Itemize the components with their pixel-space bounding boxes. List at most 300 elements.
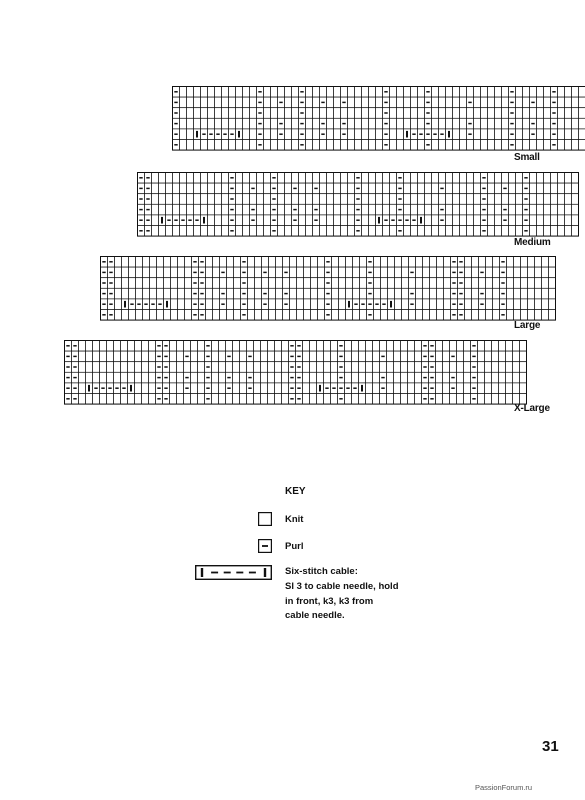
stitch-cell (507, 267, 514, 278)
stitch-cell (415, 351, 422, 362)
stitch-cell (401, 341, 408, 352)
stitch-cell (516, 226, 523, 237)
stitch-cell (206, 278, 213, 289)
stitch-cell (212, 383, 219, 394)
stitch-cell (318, 257, 325, 268)
stitch-cell (565, 118, 572, 129)
stitch-cell (408, 394, 415, 405)
stitch-cell (149, 394, 156, 405)
stitch-cell (558, 129, 565, 140)
cable-description (285, 580, 425, 624)
stitch-cell (285, 173, 292, 184)
chart-small (172, 86, 585, 151)
stitch-cell (233, 351, 240, 362)
stitch-cell (346, 267, 353, 278)
stitch-cell (516, 87, 523, 98)
stitch-cell (339, 310, 346, 321)
stitch-cell (415, 341, 422, 352)
stitch-cell (285, 204, 292, 215)
stitch-cell (409, 278, 416, 289)
stitch-cell (248, 310, 255, 321)
stitch-cell (310, 372, 317, 383)
stitch-cell (128, 372, 135, 383)
stitch-cell (362, 118, 369, 129)
stitch-cell (173, 226, 180, 237)
stitch-cell (306, 129, 313, 140)
stitch-cell (499, 383, 506, 394)
stitch-cell (233, 394, 240, 405)
stitch-cell (453, 194, 460, 205)
stitch-cell (388, 288, 395, 299)
stitch-cell (149, 383, 156, 394)
stitch-cell (486, 288, 493, 299)
stitch-cell (513, 372, 520, 383)
stitch-cell (166, 173, 173, 184)
stitch-cell (432, 215, 439, 226)
stitch-cell (234, 310, 241, 321)
stitch-cell (397, 129, 404, 140)
stitch-cell (376, 97, 383, 108)
stitch-cell (444, 278, 451, 289)
stitch-cell (565, 226, 572, 237)
stitch-cell (436, 394, 443, 405)
stitch-cell (544, 183, 551, 194)
stitch-cell (261, 341, 268, 352)
stitch-cell (143, 278, 150, 289)
stitch-cell (485, 372, 492, 383)
stitch-cell (220, 278, 227, 289)
stitch-cell (388, 257, 395, 268)
stitch-cell (86, 372, 93, 383)
stitch-cell (359, 394, 366, 405)
stitch-cell (290, 257, 297, 268)
stitch-cell (331, 372, 338, 383)
stitch-cell (264, 173, 271, 184)
stitch-cell (212, 372, 219, 383)
stitch-cell (306, 108, 313, 119)
stitch-cell (450, 362, 457, 373)
stitch-cell (269, 310, 276, 321)
stitch-cell (513, 351, 520, 362)
stitch-cell (327, 194, 334, 205)
stitch-cell (114, 362, 121, 373)
stitch-cell (243, 118, 250, 129)
stitch-cell (150, 310, 157, 321)
stitch-cell (222, 140, 229, 151)
stitch-cell (401, 383, 408, 394)
stitch-cell (243, 183, 250, 194)
stitch-cell (369, 226, 376, 237)
stitch-cell (236, 97, 243, 108)
stitch-cell (334, 183, 341, 194)
stitch-cell (353, 267, 360, 278)
stitch-cell (486, 257, 493, 268)
stitch-cell (478, 341, 485, 352)
stitch-cell (320, 183, 327, 194)
stitch-cell (250, 97, 257, 108)
stitch-cell (362, 215, 369, 226)
stitch-cell (283, 310, 290, 321)
stitch-cell (514, 288, 521, 299)
stitch-cell (297, 267, 304, 278)
stitch-cell (572, 87, 579, 98)
stitch-cell (310, 362, 317, 373)
stitch-cell (474, 173, 481, 184)
stitch-cell (376, 173, 383, 184)
stitch-cell (150, 267, 157, 278)
stitch-cell (376, 108, 383, 119)
stitch-cell (114, 372, 121, 383)
stitch-cell (579, 97, 585, 108)
stitch-cell (234, 267, 241, 278)
stitch-cell (208, 118, 215, 129)
stitch-cell (383, 204, 390, 215)
stitch-cell (264, 204, 271, 215)
stitch-cell (514, 310, 521, 321)
stitch-cell (285, 97, 292, 108)
stitch-cell (443, 383, 450, 394)
stitch-cell (234, 257, 241, 268)
stitch-cell (341, 173, 348, 184)
stitch-cell (488, 140, 495, 151)
stitch-cell (341, 140, 348, 151)
stitch-cell (446, 226, 453, 237)
stitch-cell (478, 383, 485, 394)
stitch-cell (341, 204, 348, 215)
stitch-cell (194, 108, 201, 119)
stitch-cell (255, 257, 262, 268)
stitch-cell (346, 288, 353, 299)
stitch-cell (264, 183, 271, 194)
stitch-cell (495, 97, 502, 108)
stitch-cell (313, 226, 320, 237)
stitch-cell (222, 97, 229, 108)
stitch-cell (416, 257, 423, 268)
stitch-cell (374, 288, 381, 299)
stitch-cell (537, 140, 544, 151)
stitch-cell (341, 215, 348, 226)
stitch-cell (528, 257, 535, 268)
stitch-cell (215, 140, 222, 151)
stitch-cell (219, 341, 226, 352)
stitch-cell (439, 97, 446, 108)
stitch-cell (339, 257, 346, 268)
stitch-cell (558, 118, 565, 129)
stitch-cell (535, 310, 542, 321)
stitch-cell (313, 87, 320, 98)
stitch-cell (537, 129, 544, 140)
stitch-cell (411, 204, 418, 215)
stitch-cell (297, 310, 304, 321)
stitch-cell (502, 129, 509, 140)
stitch-cell (348, 108, 355, 119)
stitch-cell (306, 204, 313, 215)
stitch-cell (304, 310, 311, 321)
stitch-cell (395, 267, 402, 278)
stitch-cell (481, 140, 488, 151)
stitch-cell (381, 267, 388, 278)
stitch-cell (352, 351, 359, 362)
stitch-cell (248, 288, 255, 299)
stitch-cell (348, 215, 355, 226)
stitch-cell (215, 118, 222, 129)
stitch-cell (537, 118, 544, 129)
stitch-cell (276, 310, 283, 321)
stitch-cell (551, 173, 558, 184)
stitch-cell (460, 97, 467, 108)
stitch-cell (180, 194, 187, 205)
stitch-cell (415, 362, 422, 373)
stitch-cell (535, 288, 542, 299)
stitch-cell (276, 288, 283, 299)
stitch-cell (213, 299, 220, 310)
stitch-cell (572, 97, 579, 108)
stitch-cell (115, 257, 122, 268)
stitch-cell (360, 257, 367, 268)
stitch-cell (453, 118, 460, 129)
stitch-cell (415, 394, 422, 405)
stitch-cell (425, 204, 432, 215)
stitch-cell (495, 118, 502, 129)
stitch-cell (528, 288, 535, 299)
stitch-cell (262, 257, 269, 268)
stitch-cell (306, 173, 313, 184)
stitch-cell (320, 87, 327, 98)
stitch-cell (233, 362, 240, 373)
stitch-cell (164, 288, 171, 299)
stitch-cell (233, 341, 240, 352)
stitch-cell (299, 226, 306, 237)
stitch-cell (152, 173, 159, 184)
stitch-cell (285, 226, 292, 237)
stitch-cell (485, 341, 492, 352)
stitch-cell (262, 310, 269, 321)
stitch-cell (535, 299, 542, 310)
stitch-cell (334, 87, 341, 98)
stitch-cell (430, 310, 437, 321)
stitch-cell (572, 204, 579, 215)
stitch-cell (460, 140, 467, 151)
stitch-cell (492, 362, 499, 373)
stitch-cell (373, 372, 380, 383)
stitch-cell (446, 173, 453, 184)
stitch-cell (334, 97, 341, 108)
stitch-cell (257, 173, 264, 184)
stitch-cell (285, 129, 292, 140)
stitch-cell (341, 226, 348, 237)
stitch-cell (425, 194, 432, 205)
stitch-cell (394, 351, 401, 362)
stitch-cell (236, 204, 243, 215)
stitch-cell (423, 310, 430, 321)
stitch-cell (278, 183, 285, 194)
stitch-cell (549, 257, 556, 268)
stitch-cell (311, 310, 318, 321)
stitch-cell (478, 351, 485, 362)
stitch-cell (150, 278, 157, 289)
stitch-cell (544, 226, 551, 237)
stitch-cell (436, 372, 443, 383)
stitch-cell (212, 351, 219, 362)
stitch-cell (180, 204, 187, 215)
stitch-cell (185, 310, 192, 321)
stitch-cell (464, 383, 471, 394)
stitch-cell (558, 194, 565, 205)
stitch-cell (460, 215, 467, 226)
stitch-cell (359, 341, 366, 352)
stitch-cell (79, 341, 86, 352)
stitch-cell (492, 341, 499, 352)
stitch-cell (514, 278, 521, 289)
stitch-cell (565, 97, 572, 108)
stitch-cell (292, 226, 299, 237)
chart-x-large (64, 340, 527, 405)
stitch-cell (444, 299, 451, 310)
stitch-cell (443, 341, 450, 352)
stitch-cell (142, 394, 149, 405)
stitch-cell (418, 97, 425, 108)
stitch-cell (402, 299, 409, 310)
stitch-cell (355, 129, 362, 140)
stitch-cell (558, 215, 565, 226)
stitch-cell (418, 87, 425, 98)
stitch-cell (506, 394, 513, 405)
stitch-cell (432, 194, 439, 205)
stitch-cell (390, 129, 397, 140)
stitch-cell (495, 204, 502, 215)
stitch-cell (173, 194, 180, 205)
stitch-cell (366, 341, 373, 352)
stitch-cell (213, 278, 220, 289)
stitch-cell (313, 97, 320, 108)
stitch-cell (278, 226, 285, 237)
stitch-cell (136, 288, 143, 299)
stitch-cell (313, 140, 320, 151)
stitch-cell (572, 129, 579, 140)
stitch-cell (485, 383, 492, 394)
stitch-cell (143, 267, 150, 278)
stitch-cell (177, 372, 184, 383)
stitch-cell (436, 362, 443, 373)
stitch-cell (390, 87, 397, 98)
stitch-cell (485, 362, 492, 373)
stitch-cell (436, 383, 443, 394)
stitch-cell (544, 194, 551, 205)
stitch-cell (369, 129, 376, 140)
stitch-cell (159, 204, 166, 215)
stitch-cell (523, 97, 530, 108)
stitch-cell (310, 351, 317, 362)
stitch-cell (369, 204, 376, 215)
stitch-cell (507, 310, 514, 321)
stitch-cell (227, 310, 234, 321)
stitch-cell (409, 310, 416, 321)
stitch-cell (164, 310, 171, 321)
stitch-cell (171, 299, 178, 310)
stitch-cell (290, 299, 297, 310)
stitch-cell (486, 310, 493, 321)
stitch-cell (285, 215, 292, 226)
stitch-cell (486, 299, 493, 310)
stitch-cell (171, 257, 178, 268)
stitch-cell (394, 383, 401, 394)
stitch-cell (201, 194, 208, 205)
stitch-cell (142, 383, 149, 394)
stitch-cell (516, 118, 523, 129)
stitch-cell (352, 362, 359, 373)
stitch-cell (247, 341, 254, 352)
stitch-cell (499, 362, 506, 373)
stitch-cell (513, 362, 520, 373)
stitch-cell (269, 299, 276, 310)
stitch-cell (226, 394, 233, 405)
stitch-cell (397, 97, 404, 108)
stitch-cell (128, 394, 135, 405)
stitch-cell (453, 173, 460, 184)
stitch-cell (481, 129, 488, 140)
stitch-cell (282, 362, 289, 373)
stitch-cell (173, 183, 180, 194)
stitch-cell (401, 362, 408, 373)
stitch-cell (387, 351, 394, 362)
stitch-cell (348, 226, 355, 237)
stitch-cell (324, 362, 331, 373)
stitch-cell (467, 87, 474, 98)
stitch-cell (390, 226, 397, 237)
stitch-cell (457, 362, 464, 373)
stitch-cell (79, 372, 86, 383)
stitch-cell (177, 394, 184, 405)
stitch-cell (443, 362, 450, 373)
stitch-cell (262, 278, 269, 289)
stitch-cell (185, 267, 192, 278)
stitch-cell (453, 97, 460, 108)
stitch-cell (135, 362, 142, 373)
stitch-cell (297, 278, 304, 289)
stitch-cell (572, 118, 579, 129)
stitch-cell (446, 87, 453, 98)
stitch-cell (271, 129, 278, 140)
stitch-cell (516, 129, 523, 140)
stitch-cell (345, 362, 352, 373)
stitch-cell (558, 87, 565, 98)
stitch-cell (465, 278, 472, 289)
stitch-cell (488, 108, 495, 119)
stitch-cell (390, 183, 397, 194)
stitch-cell (530, 183, 537, 194)
stitch-cell (257, 226, 264, 237)
stitch-cell (502, 140, 509, 151)
stitch-cell (180, 108, 187, 119)
stitch-cell (499, 341, 506, 352)
stitch-cell (198, 351, 205, 362)
stitch-cell (208, 140, 215, 151)
stitch-cell (187, 87, 194, 98)
stitch-cell (411, 108, 418, 119)
stitch-cell (240, 383, 247, 394)
stitch-cell (366, 394, 373, 405)
stitch-cell (278, 194, 285, 205)
stitch-cell (166, 194, 173, 205)
stitch-cell (362, 183, 369, 194)
stitch-cell (339, 278, 346, 289)
stitch-cell (236, 87, 243, 98)
stitch-cell (187, 226, 194, 237)
stitch-cell (264, 226, 271, 237)
stitch-cell (423, 288, 430, 299)
stitch-cell (136, 278, 143, 289)
stitch-cell (215, 97, 222, 108)
